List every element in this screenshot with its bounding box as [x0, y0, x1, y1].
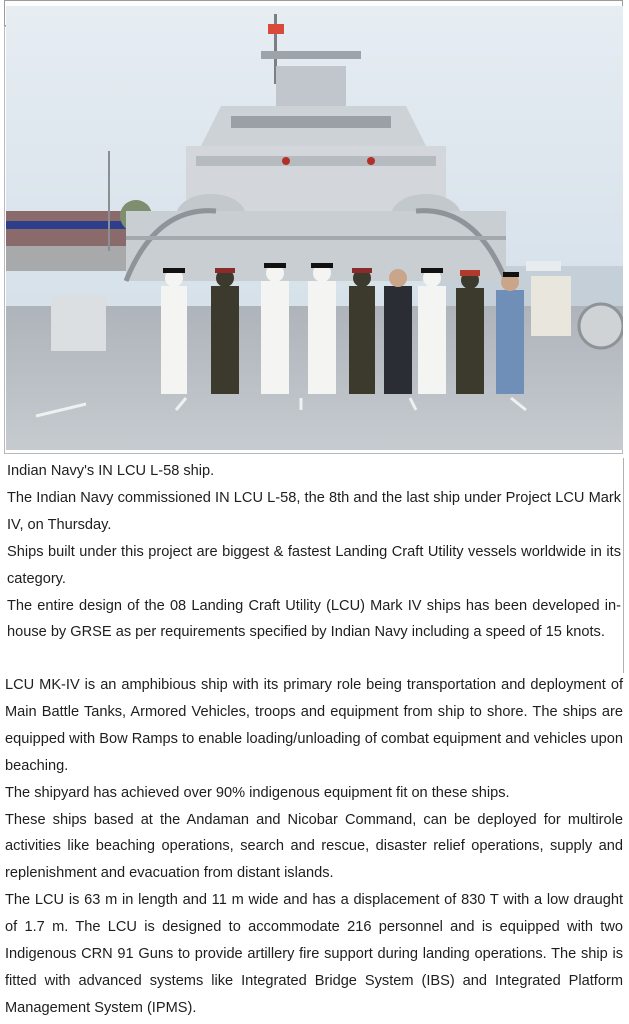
- paragraph: The shipyard has achieved over 90% indigenous equipment fit on these ships.: [5, 784, 510, 801]
- paragraph: The entire design of the 08 Landing Craft Utility (LCU) Mark IV ships has been developed in-house by GRSE as per requirements specified by Indian Navy including a speed of 15 knots.: [7, 597, 621, 641]
- paragraph: These ships based at the Andaman and Nicobar Command, can be deployed for multirole activities like beaching operations, search and rescue, disaster relief operations, supply and replenishment and evacuation from distant islands.: [5, 811, 623, 882]
- paragraph: LCU MK-IV is an amphibious ship with its primary role being transportation and deployment of Main Battle Tanks, Armored Vehicles, troops and equipment from ship to shore. The ships are equipped with Bow Ramps to enable loading/unloading of combat equipment and vehicles upon beaching.: [5, 677, 623, 774]
- column-divider: [623, 458, 624, 673]
- article-body-top: [7, 458, 621, 646]
- ship-photo: [6, 6, 623, 450]
- paragraph: The LCU is 63 m in length and 11 m wide and has a displacement of 830 T with a low draught of 1.7 m. The LCU is designed to accommodate 216 personnel and is equipped with two Indigenous CRN 91 Guns to provide artillery fire support during landing operations. The ship is fitted with advanced systems like Integrated Bridge System (IBS) and Integrated Platform Management System (IPMS).: [5, 892, 623, 1016]
- paragraph: Ships built under this project are biggest & fastest Landing Craft Utility vessels worldwide in its category.: [7, 543, 621, 587]
- article-body-bottom: [5, 672, 623, 1022]
- ship-photo-illustration: [6, 6, 623, 450]
- paragraph: The Indian Navy commissioned IN LCU L-58, the 8th and the last ship under Project LCU Mark IV, on Thursday.: [7, 489, 621, 533]
- photo-caption: Indian Navy's IN LCU L-58 ship.: [7, 463, 215, 479]
